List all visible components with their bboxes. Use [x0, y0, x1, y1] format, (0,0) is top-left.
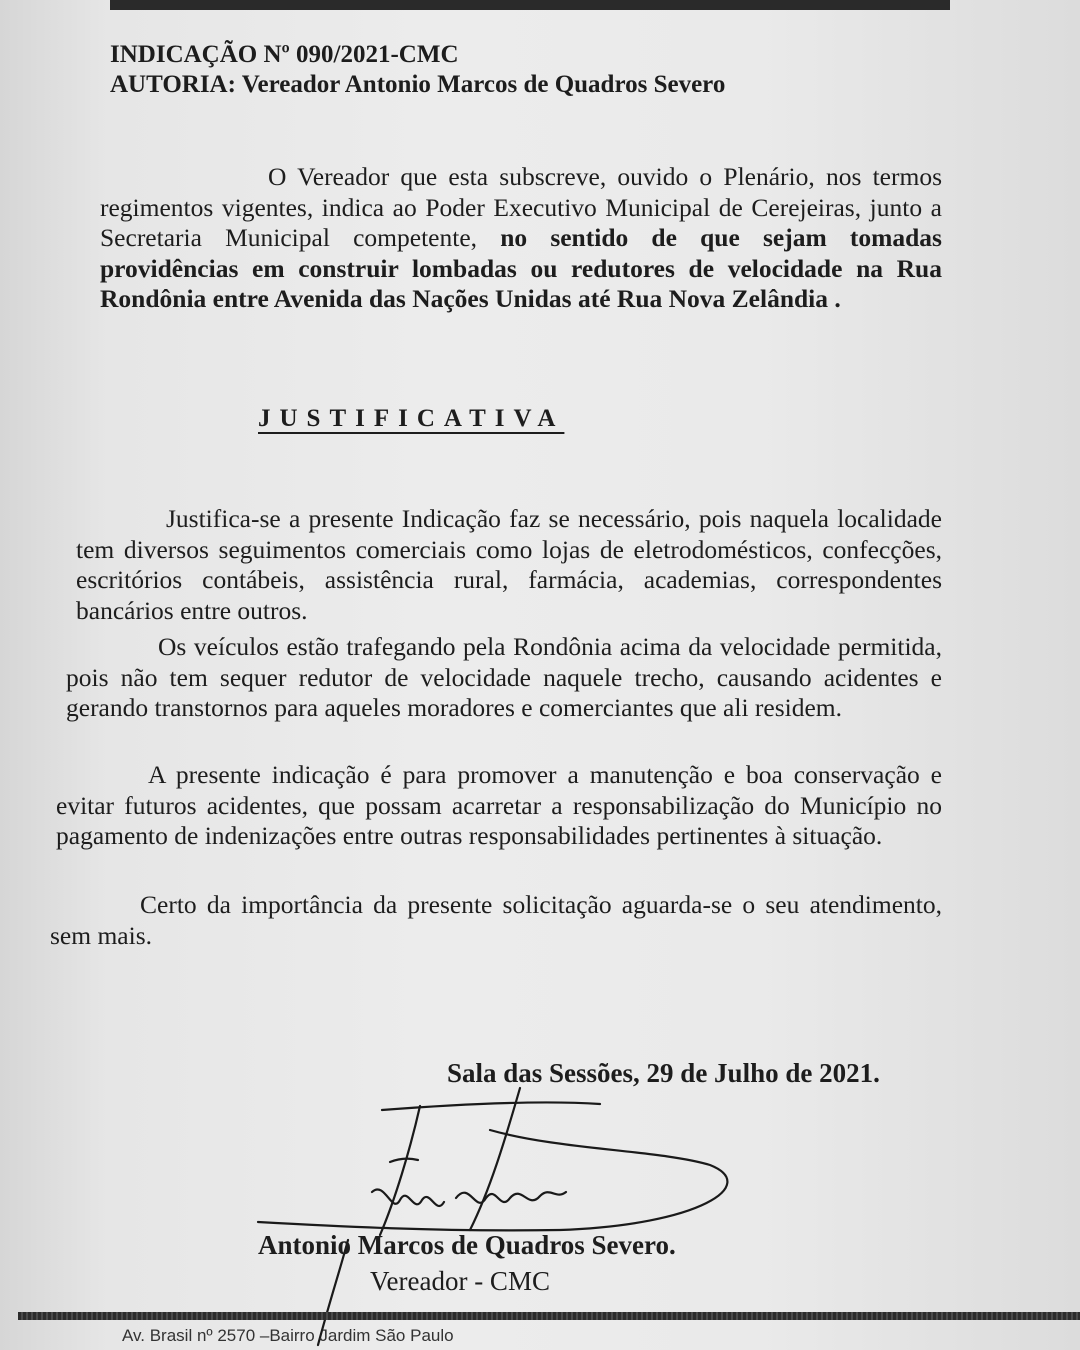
authorship: AUTORIA: Vereador Antonio Marcos de Quadros Severo	[110, 71, 726, 98]
document-header	[110, 40, 725, 100]
intro-plain-text: O Vereador que esta subscreve, ouvido o Plenário, nos termos regimentos vigentes, indica ao Poder Executivo Municipal de Cerejeiras, junto a Secretaria Municipal competente,	[100, 162, 942, 252]
justification-paragraph-2: Os veículos estão trafegando pela Rondônia acima da velocidade permitida, pois não tem sequer redutor de velocidade naquele trecho, causando acidentes e gerando transtornos para aqueles moradores e comerciantes que ali residem.	[66, 632, 942, 722]
justification-paragraph-3: A presente indicação é para promover a manutenção e boa conservação e evitar futuros acidentes, que possam acarretar a responsabilização do Município no pagamento de indenizações entre outras responsabilidades pertinentes à situação.	[56, 760, 942, 850]
bottom-rule	[18, 1312, 1080, 1320]
intro-paragraph	[100, 162, 942, 315]
signer-name: Antonio Marcos de Quadros Severo.	[258, 1230, 676, 1260]
footer-address: Av. Brasil nº 2570 –Bairro Jardim São Paulo	[122, 1326, 454, 1345]
signer-role: Vereador - CMC	[370, 1266, 550, 1296]
indication-number: INDICAÇÃO Nº 090/2021-CMC	[110, 41, 459, 68]
place-and-date: Sala das Sessões, 29 de Julho de 2021.	[447, 1058, 880, 1088]
intro-bold-text: no sentido de que sejam tomadas providências em construir lombadas ou redutores de velocidade na Rua Rondônia entre Avenida das Nações Unidas até Rua Nova Zelândia .	[100, 223, 942, 313]
justification-paragraph-4: Certo da importância da presente solicitação aguarda-se o seu atendimento, sem mais.	[50, 890, 942, 950]
justificativa-heading: JUSTIFICATIVA	[258, 405, 565, 432]
top-rule	[110, 0, 950, 10]
justification-paragraph-1: Justifica-se a presente Indicação faz se necessário, pois naquela localidade tem diversos seguimentos comerciais como lojas de eletrodomésticos, confecções, escritórios contábeis, assistência rural, farmácia, academias, correspondentes bancários entre outros.	[76, 504, 942, 625]
